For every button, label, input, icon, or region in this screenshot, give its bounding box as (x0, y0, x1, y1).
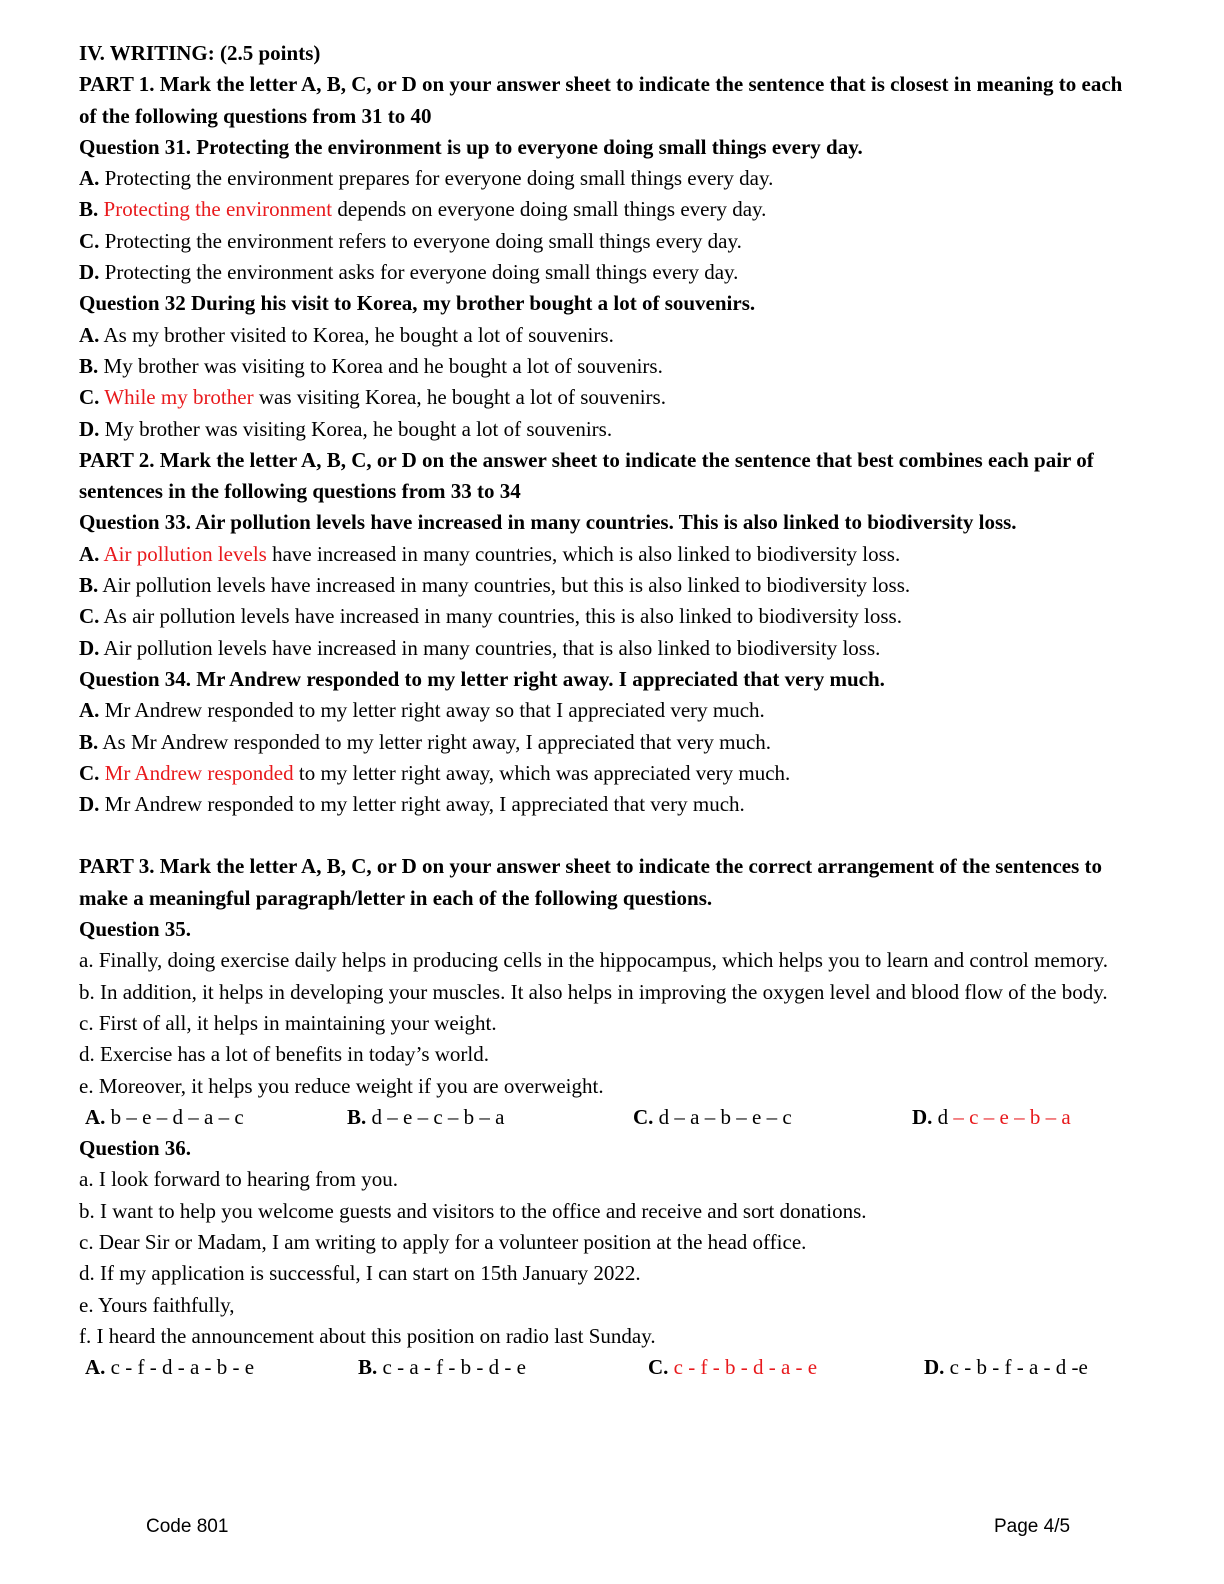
q36-option-d (924, 1352, 1088, 1383)
option-text: d – a – b – e – c (653, 1104, 792, 1129)
q35-options (79, 1102, 1139, 1133)
q36-sentence-f: f. I heard the announcement about this position on radio last Sunday. (79, 1323, 656, 1348)
q35-option-d (912, 1102, 1071, 1133)
question-36-label: Question 36. (79, 1136, 192, 1161)
option-letter: C. (79, 385, 100, 410)
highlight-text: Protecting the environment (98, 197, 333, 222)
q36-sentence-e: e. Yours faithfully, (79, 1292, 235, 1317)
spacer (79, 820, 1139, 851)
option-text: My brother was visiting to Korea and he bought a lot of souvenirs. (98, 353, 663, 378)
option-text: Protecting the environment refers to everyone doing small things every day. (99, 228, 742, 253)
question-33-stem (79, 507, 1139, 538)
option-text: As my brother visited to Korea, he bought a lot of souvenirs. (99, 322, 614, 347)
q34-option-d (79, 789, 1139, 820)
q35-sentence-e: e. Moreover, it helps you reduce weight if you are overweight. (79, 1073, 604, 1098)
question-34-stem: Question 34. Mr Andrew responded to my letter right away. I appreciated that very much. (79, 666, 885, 691)
q36-sentence-a: a. I look forward to hearing from you. (79, 1167, 398, 1192)
option-letter: B. (79, 353, 99, 378)
option-text: depends on everyone doing small things every day. (332, 197, 767, 222)
option-letter: D. (924, 1355, 945, 1380)
option-text: Protecting the environment prepares for everyone doing small things every day. (99, 166, 774, 191)
question-text: . Air pollution levels have increased in many countries. This is also linked to biodiversity loss. (185, 510, 1017, 535)
q35-sentence-a: a. Finally, doing exercise daily helps in producing cells in the hippocampus, which helps you to learn and control memory. (79, 948, 1108, 973)
option-text: Air pollution levels have increased in many countries, that is also linked to biodiversity loss. (99, 635, 881, 660)
option-letter: D. (79, 260, 100, 285)
option-letter: D. (79, 416, 100, 441)
option-text: Protecting the environment asks for everyone doing small things every day. (99, 260, 739, 285)
q36-options (79, 1352, 1139, 1383)
q35-option-c (633, 1102, 912, 1133)
option-letter: B. (79, 573, 99, 598)
q32-option-c (79, 382, 1139, 413)
q31-option-b (79, 194, 1139, 225)
option-text: Mr Andrew responded to my letter right away, I appreciated that very much. (99, 792, 745, 817)
highlight-text: Mr Andrew responded (99, 760, 294, 785)
option-letter: B. (358, 1355, 378, 1380)
q35-sentence-d: d. Exercise has a lot of benefits in today’s world. (79, 1042, 489, 1067)
footer-code: Code 801 (146, 1516, 229, 1537)
option-text: c - a - f - b - d - e (377, 1355, 526, 1380)
q36-option-a (85, 1352, 358, 1383)
q31-option-a (79, 163, 1139, 194)
option-letter: D. (912, 1104, 933, 1129)
option-letter: D. (79, 792, 100, 817)
option-text: d (932, 1104, 949, 1129)
option-text: Air pollution levels have increased in many countries, but this is also linked to biodiversity loss. (98, 573, 911, 598)
part1-title: PART 1. Mark the letter A, B, C, or D on your answer sheet to indicate the sentence that is closest in meaning to each of the following questions from 31 to 40 (79, 72, 1123, 128)
part2-title: PART 2. Mark the letter A, B, C, or D on the answer sheet to indicate the sentence that best combines each pair of sentences in the following questions from 33 to 34 (79, 447, 1094, 504)
highlight-text: While my brother (99, 385, 254, 410)
q33-option-b (79, 570, 1139, 601)
q35-option-b (347, 1102, 633, 1133)
highlight-text: – c – e – b – a (948, 1104, 1071, 1129)
q32-option-b (79, 351, 1139, 382)
q36-option-b (358, 1352, 648, 1383)
section-header: IV. WRITING: (2.5 points) (79, 41, 321, 65)
q34-option-c (79, 758, 1139, 789)
option-text: My brother was visiting Korea, he bought a lot of souvenirs. (99, 416, 613, 441)
q36-sentence-d: d. If my application is successful, I can start on 15th January 2022. (79, 1261, 641, 1286)
q33-option-c (79, 601, 1139, 632)
option-text: d – e – c – b – a (366, 1104, 505, 1129)
option-text: As Mr Andrew responded to my letter right away, I appreciated that very much. (98, 729, 772, 754)
option-text: have increased in many countries, which is also linked to biodiversity loss. (266, 541, 901, 566)
option-letter: B. (347, 1104, 367, 1129)
q31-option-c (79, 226, 1139, 257)
q32-option-a (79, 320, 1139, 351)
q36-sentence-c: c. Dear Sir or Madam, I am writing to apply for a volunteer position at the head office. (79, 1229, 807, 1254)
option-letter: A. (79, 166, 100, 191)
option-letter: A. (85, 1355, 106, 1380)
q33-option-a (79, 539, 1139, 570)
option-text: c - b - f - a - d -e (944, 1355, 1088, 1380)
option-text: As air pollution levels have increased in many countries, this is also linked to biodiversity loss. (99, 604, 902, 629)
q32-option-d (79, 414, 1139, 445)
q35-sentence-b: b. In addition, it helps in developing your muscles. It also helps in improving the oxygen level and blood flow of the body. (79, 979, 1108, 1004)
option-letter: A. (79, 541, 100, 566)
option-letter: B. (79, 197, 99, 222)
q35-sentence-c: c. First of all, it helps in maintaining your weight. (79, 1010, 497, 1035)
option-letter: D. (79, 635, 100, 660)
q35-option-a (85, 1102, 347, 1133)
option-letter: A. (85, 1104, 106, 1129)
part3-title: PART 3. Mark the letter A, B, C, or D on your answer sheet to indicate the correct arrangement of the sentences to make a meaningful paragraph/letter in each of the following questions. (79, 854, 1103, 910)
option-letter: A. (79, 322, 100, 347)
q36-sentence-b: b. I want to help you welcome guests and visitors to the office and receive and sort donations. (79, 1198, 867, 1223)
option-letter: C. (648, 1355, 669, 1380)
option-letter: B. (79, 729, 99, 754)
q34-option-b (79, 727, 1139, 758)
q34-option-a (79, 695, 1139, 726)
question-31-stem: Question 31. Protecting the environment is up to everyone doing small things every day. (79, 134, 863, 159)
q31-option-d (79, 257, 1139, 288)
exam-page (79, 38, 1139, 1383)
option-letter: C. (633, 1104, 654, 1129)
option-text: Mr Andrew responded to my letter right away so that I appreciated very much. (99, 698, 765, 723)
option-letter: C. (79, 228, 100, 253)
highlight-text: Air pollution levels (99, 541, 267, 566)
q36-option-c (648, 1352, 924, 1383)
question-32-stem: Question 32 During his visit to Korea, my brother bought a lot of souvenirs. (79, 291, 756, 316)
option-letter: C. (79, 604, 100, 629)
option-text: to my letter right away, which was appreciated very much. (293, 760, 791, 785)
option-text: b – e – d – a – c (105, 1104, 244, 1129)
question-label: Question 33 (79, 510, 186, 535)
option-text: was visiting Korea, he bought a lot of souvenirs. (253, 385, 666, 410)
option-letter: C. (79, 760, 100, 785)
q33-option-d (79, 633, 1139, 664)
option-text: c - f - d - a - b - e (105, 1355, 255, 1380)
option-letter: A. (79, 698, 100, 723)
footer-page-number: Page 4/5 (994, 1516, 1071, 1537)
highlight-text: c - f - b - d - a - e (673, 1355, 818, 1380)
question-35-label: Question 35. (79, 917, 192, 942)
